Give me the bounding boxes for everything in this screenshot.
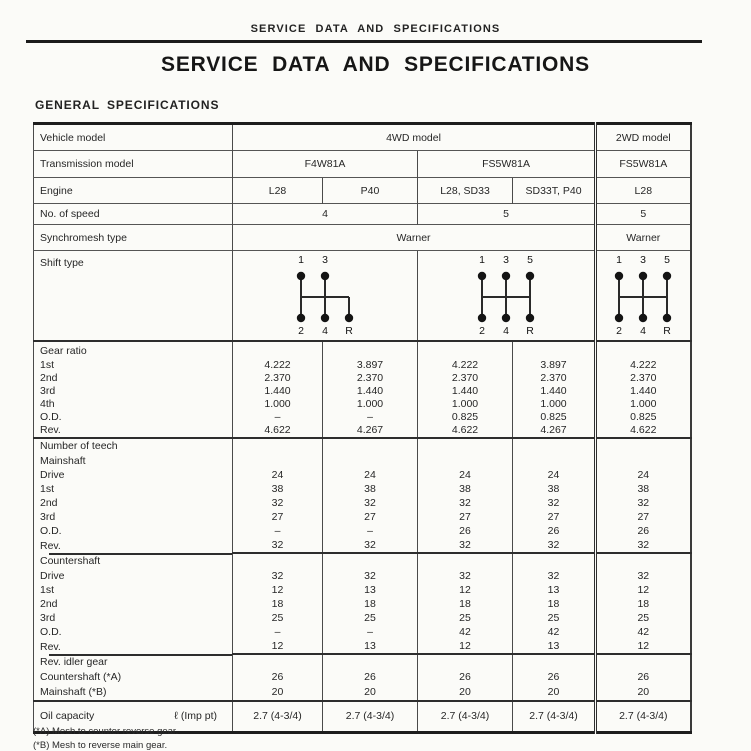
cell-value: 18: [323, 597, 418, 611]
shift-dot: [502, 314, 510, 322]
cell-value: –: [233, 524, 323, 538]
cell-value: 4.222: [233, 359, 323, 372]
cell-empty: [233, 553, 323, 569]
cell-value: FS5W81A: [418, 151, 596, 178]
table-row-idler-mainshaft: [34, 685, 691, 701]
table-row-main-rev: [34, 538, 691, 553]
table-row-main-3rd: [34, 510, 691, 524]
shift-dot: [297, 272, 305, 280]
row-label: Vehicle model: [40, 131, 106, 144]
shift-pattern-cell: [418, 251, 596, 342]
shift-pos-label: R: [526, 325, 534, 337]
cell-value: 32: [233, 538, 323, 553]
shift-pattern-cell: [233, 251, 418, 342]
cell-value: 26: [596, 524, 691, 538]
cell-value: 26: [513, 524, 596, 538]
shift-pattern-5speed-diagram: [604, 251, 682, 337]
shift-dot: [615, 314, 623, 322]
table-row-synchromesh: [34, 225, 691, 251]
shift-dot: [663, 272, 671, 280]
cell-value: 13: [513, 583, 596, 597]
shift-dot: [478, 314, 486, 322]
cell-value: 32: [233, 569, 323, 583]
cell-value: 12: [596, 639, 691, 654]
table-row-counter-od: [34, 625, 691, 639]
cell-empty: [233, 341, 323, 359]
shift-dot: [639, 272, 647, 280]
table-row-gear-4th: [34, 398, 691, 411]
cell-empty: [418, 341, 513, 359]
row-label: Rev. idler gear: [34, 654, 233, 670]
shift-pos-label: 3: [503, 254, 509, 266]
cell-value: 1.000: [233, 398, 323, 411]
shift-dot: [615, 272, 623, 280]
row-label: O.D.: [40, 626, 62, 638]
shift-dot: [297, 314, 305, 322]
cell-value: 13: [513, 639, 596, 654]
cell-value: 24: [323, 468, 418, 482]
cell-empty: [418, 654, 513, 670]
cell-value: 2.7 (4-3/4): [596, 701, 691, 732]
cell-value: 13: [323, 639, 418, 654]
cell-empty: [233, 453, 323, 468]
row-label: Rev.: [40, 539, 61, 552]
shift-dot: [639, 314, 647, 322]
cell-value: 1.440: [418, 385, 513, 398]
table-row-engine: [34, 178, 691, 204]
cell-empty: [596, 341, 691, 359]
cell-value: 42: [513, 625, 596, 639]
table-row-main-od: [34, 524, 691, 538]
table-row-countershaft-head: [34, 553, 691, 569]
cell-value: 4WD model: [233, 124, 596, 151]
cell-value: 2.7 (4-3/4): [513, 701, 596, 732]
cell-value: 4: [233, 204, 418, 225]
cell-value: 26: [513, 670, 596, 685]
cell-value: 24: [513, 468, 596, 482]
cell-empty: [418, 453, 513, 468]
row-label: 1st: [40, 584, 55, 596]
cell-value: 32: [323, 569, 418, 583]
table-row-counter-2nd: [34, 597, 691, 611]
cell-value: 3.897: [323, 359, 418, 372]
table-row-gear-3rd: [34, 385, 691, 398]
row-label: No. of speed: [34, 204, 233, 225]
cell-value: 0.825: [596, 411, 691, 424]
cell-value: 27: [513, 510, 596, 524]
cell-value: 27: [323, 510, 418, 524]
cell-value: 27: [418, 510, 513, 524]
cell-empty: [596, 553, 691, 569]
cell-value: 32: [513, 538, 596, 553]
row-label: Transmission model: [34, 151, 233, 178]
cell-empty: [418, 438, 513, 453]
cell-value: 2.370: [596, 372, 691, 385]
cell-value: –: [323, 524, 418, 538]
cell-value: 26: [323, 670, 418, 685]
row-label: Drive: [40, 469, 65, 481]
cell-value: 25: [323, 611, 418, 625]
cell-value: F4W81A: [233, 151, 418, 178]
cell-value: 20: [323, 685, 418, 701]
cell-value: 38: [233, 482, 323, 496]
oil-capacity-label: Oil capacity: [40, 710, 95, 723]
row-label: O.D.: [40, 525, 62, 537]
row-label: 3rd: [40, 612, 56, 624]
cell-value: 32: [418, 569, 513, 583]
cell-value: 1.440: [513, 385, 596, 398]
shift-pos-label: 5: [527, 254, 533, 266]
row-label: 4th: [40, 398, 55, 410]
cell-value: 2.7 (4-3/4): [233, 701, 323, 732]
shift-pos-label: 1: [479, 254, 485, 266]
shift-dot: [502, 272, 510, 280]
cell-value: 25: [513, 611, 596, 625]
specifications-table: [33, 122, 692, 734]
table-row-rev-idler-head: [34, 654, 691, 670]
table-row-teeth-head: [34, 438, 691, 453]
cell-value: 32: [418, 538, 513, 553]
cell-empty: [513, 654, 596, 670]
cell-value: 2WD model: [596, 124, 691, 151]
shift-pattern-5speed-diagram: [467, 251, 545, 337]
cell-value: 4.222: [418, 359, 513, 372]
cell-value: 2.7 (4-3/4): [418, 701, 513, 732]
row-label: O.D.: [40, 411, 62, 423]
cell-value: 1.440: [233, 385, 323, 398]
shift-pattern-4speed-diagram: [286, 251, 364, 337]
cell-empty: [323, 453, 418, 468]
row-label: Drive: [40, 570, 65, 582]
cell-value: 26: [596, 670, 691, 685]
oil-capacity-unit: ℓ (Imp pt): [174, 710, 217, 723]
cell-value: 12: [418, 583, 513, 597]
cell-value: 25: [233, 611, 323, 625]
cell-value: 32: [596, 569, 691, 583]
cell-value: 4.622: [596, 424, 691, 438]
cell-value: –: [233, 625, 323, 639]
cell-value: 32: [596, 538, 691, 553]
shift-pos-label: 4: [640, 325, 647, 337]
shift-dot: [478, 272, 486, 280]
cell-value: 20: [513, 685, 596, 701]
cell-value: 27: [233, 510, 323, 524]
footnote-b: (*B) Mesh to reverse main gear.: [33, 740, 168, 751]
footnote-a: (*A) Mesh to counter reverse gear.: [33, 726, 179, 737]
row-label: 2nd: [40, 372, 58, 384]
row-label: Rev.: [40, 424, 61, 436]
cell-value: 24: [418, 468, 513, 482]
shift-dot: [321, 272, 329, 280]
table-row-gear-rev: [34, 424, 691, 438]
cell-value: 4.622: [418, 424, 513, 438]
table-row-shift-type: [34, 251, 691, 342]
cell-empty: [513, 341, 596, 359]
shift-pos-label: 4: [503, 325, 509, 337]
row-label: Mainshaft (*B): [40, 686, 107, 698]
cell-value: L28: [596, 178, 691, 204]
cell-value: 26: [418, 524, 513, 538]
cell-value: 32: [596, 496, 691, 510]
cell-value: 4.622: [233, 424, 323, 438]
shift-dot: [321, 314, 329, 322]
cell-value: 12: [418, 639, 513, 654]
shift-dot: [345, 314, 353, 322]
cell-empty: [233, 438, 323, 453]
cell-value: 1.000: [513, 398, 596, 411]
cell-value: –: [233, 411, 323, 424]
row-label: 3rd: [40, 385, 56, 397]
cell-value: 13: [323, 583, 418, 597]
shift-pattern-cell: [596, 251, 691, 342]
cell-value: 4.267: [513, 424, 596, 438]
shift-pos-label: 5: [664, 254, 671, 266]
cell-value: 12: [233, 639, 323, 654]
cell-value: 5: [596, 204, 691, 225]
table-row-mainshaft-head: [34, 453, 691, 468]
cell-value: 24: [233, 468, 323, 482]
table-row-vehicle-model: [34, 124, 691, 151]
shift-pos-label: 2: [616, 325, 623, 337]
cell-value: 1.000: [596, 398, 691, 411]
row-label: Number of teech: [34, 438, 233, 453]
cell-value: 27: [596, 510, 691, 524]
cell-value: 20: [233, 685, 323, 701]
shift-pos-label: 1: [298, 254, 304, 266]
cell-value: 38: [596, 482, 691, 496]
shift-dot: [663, 314, 671, 322]
row-label: Countershaft (*A): [40, 671, 122, 683]
cell-value: 32: [323, 496, 418, 510]
cell-empty: [596, 453, 691, 468]
cell-value: 4.222: [596, 359, 691, 372]
header-rule: [26, 40, 702, 43]
row-label: 2nd: [40, 598, 58, 610]
row-label: Shift type: [34, 251, 233, 342]
cell-empty: [418, 553, 513, 569]
cell-value: 2.370: [418, 372, 513, 385]
row-label: 3rd: [40, 511, 56, 523]
cell-value: –: [323, 625, 418, 639]
cell-value: 25: [596, 611, 691, 625]
row-label: Synchromesh type: [34, 225, 233, 251]
cell-value: L28: [233, 178, 323, 204]
cell-value: 32: [513, 569, 596, 583]
cell-value: 18: [596, 597, 691, 611]
table-row-no-of-speed: [34, 204, 691, 225]
cell-empty: [323, 438, 418, 453]
cell-value: 2.370: [513, 372, 596, 385]
cell-empty: [596, 438, 691, 453]
row-label: 2nd: [40, 497, 58, 509]
cell-value: 0.825: [418, 411, 513, 424]
table-row-idler-countershaft: [34, 670, 691, 685]
cell-value: –: [323, 411, 418, 424]
cell-value: 20: [596, 685, 691, 701]
cell-value: SD33T, P40: [513, 178, 596, 204]
cell-value: L28, SD33: [418, 178, 513, 204]
cell-empty: [323, 553, 418, 569]
cell-value: 38: [323, 482, 418, 496]
cell-value: 38: [513, 482, 596, 496]
cell-value: 2.7 (4-3/4): [323, 701, 418, 732]
cell-value: 0.825: [513, 411, 596, 424]
cell-value: 12: [233, 583, 323, 597]
shift-pos-label: 4: [322, 325, 328, 337]
cell-value: 3.897: [513, 359, 596, 372]
page-title: SERVICE DATA AND SPECIFICATIONS: [161, 53, 590, 76]
cell-value: 1.440: [323, 385, 418, 398]
shift-pos-label: 3: [322, 254, 328, 266]
row-label: Gear ratio: [34, 341, 233, 359]
table-row-gear-od: [34, 411, 691, 424]
cell-value: 42: [596, 625, 691, 639]
cell-empty: [513, 453, 596, 468]
cell-value: 2.370: [323, 372, 418, 385]
shift-dot: [526, 272, 534, 280]
shift-pos-label: 3: [640, 254, 647, 266]
cell-value: 25: [418, 611, 513, 625]
row-label: Countershaft: [34, 553, 233, 569]
cell-value: Warner: [596, 225, 691, 251]
row-label: 1st: [40, 359, 55, 371]
cell-empty: [323, 341, 418, 359]
cell-value: 1.000: [418, 398, 513, 411]
cell-value: 32: [323, 538, 418, 553]
cell-value: 18: [513, 597, 596, 611]
shift-dot: [526, 314, 534, 322]
cell-value: 38: [418, 482, 513, 496]
table-row-gear-1st: [34, 359, 691, 372]
table-row-main-1st: [34, 482, 691, 496]
table-row-main-drive: [34, 468, 691, 482]
cell-value: Warner: [233, 225, 596, 251]
cell-value: 24: [596, 468, 691, 482]
cell-value: 4.267: [323, 424, 418, 438]
table-row-counter-3rd: [34, 611, 691, 625]
cell-empty: [596, 654, 691, 670]
running-head: SERVICE DATA AND SPECIFICATIONS: [250, 23, 501, 35]
cell-value: 26: [233, 670, 323, 685]
shift-pos-label: 1: [616, 254, 623, 266]
shift-pos-label: 2: [479, 325, 485, 337]
table-row-counter-drive: [34, 569, 691, 583]
cell-value: 26: [418, 670, 513, 685]
table-row-gear-2nd: [34, 372, 691, 385]
cell-value: 32: [513, 496, 596, 510]
cell-value: 1.000: [323, 398, 418, 411]
cell-value: P40: [323, 178, 418, 204]
section-heading: GENERAL SPECIFICATIONS: [35, 98, 220, 112]
cell-value: 5: [418, 204, 596, 225]
row-label: Engine: [34, 178, 233, 204]
table-row-counter-1st: [34, 583, 691, 597]
table-row-gear-ratio-head: [34, 341, 691, 359]
cell-empty: [513, 553, 596, 569]
cell-value: FS5W81A: [596, 151, 691, 178]
cell-value: 32: [418, 496, 513, 510]
cell-value: 20: [418, 685, 513, 701]
cell-empty: [323, 654, 418, 670]
cell-empty: [513, 438, 596, 453]
table-row-main-2nd: [34, 496, 691, 510]
table-row-transmission-model: [34, 151, 691, 178]
table-row-counter-rev: [34, 639, 691, 654]
cell-value: 1.440: [596, 385, 691, 398]
cell-empty: [233, 654, 323, 670]
cell-value: 32: [233, 496, 323, 510]
cell-value: 18: [233, 597, 323, 611]
row-label: Mainshaft: [40, 454, 86, 467]
cell-value: 12: [596, 583, 691, 597]
shift-pos-label: 2: [298, 325, 304, 337]
row-label: Rev.: [40, 640, 61, 653]
cell-value: 2.370: [233, 372, 323, 385]
shift-pos-label: R: [663, 325, 672, 337]
cell-value: 18: [418, 597, 513, 611]
row-label: 1st: [40, 483, 55, 495]
shift-pos-label: R: [345, 325, 353, 337]
cell-value: 42: [418, 625, 513, 639]
